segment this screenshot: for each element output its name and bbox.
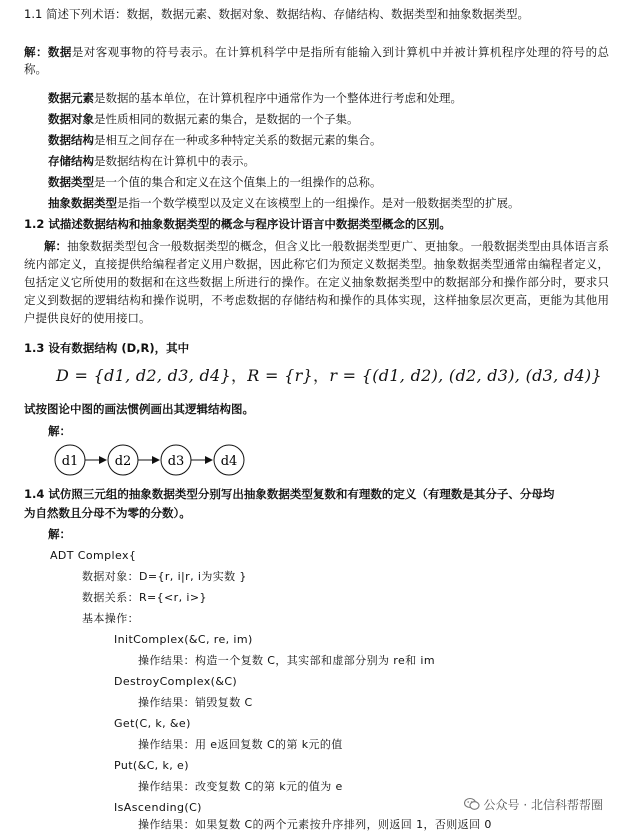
definition: 是数据的基本单位，在计算机程序中通常作为一个整体进行考虑和处理。 (94, 91, 462, 105)
code-line: 数据关系：R={<r, i>} (82, 591, 207, 604)
definition: 是性质相同的数据元素的集合，是数据的一个子集。 (94, 112, 359, 126)
formula-r-set: R = {r} (247, 366, 314, 385)
definition-row (48, 174, 382, 191)
question-1-3-title: 1.3 设有数据结构 (D,R)，其中 (24, 341, 190, 355)
question-1-2-title: 1.2 试描述数据结构和抽象数据类型的概念与程序设计语言中数据类型概念的区别。 (24, 217, 451, 231)
definition-row (48, 111, 359, 128)
term: 数据类型 (48, 175, 94, 189)
answer-text: 抽象数据类型包含一般数据类型的概念，但含义比一般数据类型更广、更抽象。一般数据类型由具体语言系统内部定义，直接提供给编程者定义用户数据，因此称它们为预定义数据类型。抽象数据类型通常由编程者定义，包括定义它所使用的数据和在这些数据上所进行的操作。在定义抽象数据类型中的数据部分和操作部分时，要求只定义到数据的逻辑结构和操作说明，不考虑数据的存储结构和操作的具体实现，这样抽象层次更高，更能为其他用户提供良好的使用接口。 (24, 239, 609, 325)
answer-label: 解： (44, 239, 68, 253)
code-line: 数据对象：D={r, i|r, i为实数 } (82, 570, 247, 583)
code-line: DestroyComplex(&C) (114, 675, 238, 688)
question-1-4-title-line1: 1.4 试仿照三元组的抽象数据类型分别写出抽象数据类型复数和有理数的定义（有理数是其分子、分母均 (24, 487, 555, 501)
logical-structure-diagram (52, 440, 262, 482)
formula-separator: ， (230, 366, 248, 385)
definition: 是指一个数学模型以及定义在该模型上的一组操作。是对一般数据类型的扩展。 (117, 196, 520, 210)
node-d3 (161, 445, 191, 475)
question-1-3-instruction: 试按图论中图的画法惯例画出其逻辑结构图。 (24, 402, 254, 416)
node-label: d3 (167, 454, 185, 469)
node-label: d2 (114, 454, 132, 469)
node-d2 (108, 445, 138, 475)
node-label: d1 (61, 454, 79, 469)
definition-row (48, 195, 520, 212)
definition-row (48, 132, 382, 149)
watermark-text: 公众号 · 北信科帮帮圈 (483, 798, 603, 812)
term: 数据对象 (48, 112, 94, 126)
definition: 是一个值的集合和定义在这个值集上的一组操作的总称。 (94, 175, 382, 189)
node-d4 (214, 445, 244, 475)
answer-label: 解： (48, 424, 71, 438)
definition: 是相互之间存在一种或多种特定关系的数据元素的集合。 (94, 133, 382, 147)
term: 数据结构 (48, 133, 94, 147)
code-line: 操作结果：用 e返回复数 C的第 k元的值 (138, 738, 343, 751)
code-line: ADT Complex{ (50, 549, 137, 562)
question-1-4-title-line2: 为自然数且分母不为零的分数）。 (24, 506, 191, 520)
code-line: 基本操作： (82, 612, 139, 625)
code-line: IsAscending(C) (114, 801, 202, 814)
term: 存储结构 (48, 154, 94, 168)
term: 抽象数据类型 (48, 196, 117, 210)
formula-separator: ， (313, 366, 330, 385)
answer-label: 解： (24, 45, 48, 59)
term-data: 数据 (47, 45, 72, 59)
definition-row (48, 153, 255, 170)
code-line: 操作结果：构造一个复数 C，其实部和虚部分别为 re和 im (138, 654, 435, 667)
answer-1-1-intro (24, 44, 609, 79)
definition-row (48, 90, 462, 107)
watermark (464, 796, 603, 814)
code-line: 操作结果：改变复数 C的第 k元的值为 e (138, 780, 343, 793)
answer-1-2 (24, 238, 609, 328)
term-data-definition: 是对客观事物的符号表示。在计算机科学中是指所有能输入到计算机中并被计算机程序处理的符号的总称。 (24, 45, 610, 77)
formula-d: D = {d1, d2, d3, d4} (56, 366, 231, 385)
code-line: 操作结果：如果复数 C的两个元素按升序排列，则返回 1，否则返回 0 (138, 818, 492, 831)
formula-line (56, 364, 602, 388)
node-label: d4 (220, 454, 238, 469)
code-line: InitComplex(&C, re, im) (114, 633, 253, 646)
question-1-1-title: 1.1 简述下列术语：数据，数据元素、数据对象、数据结构、存储结构、数据类型和抽象数据类型。 (24, 7, 529, 21)
term: 数据元素 (48, 91, 94, 105)
code-line: Put(&C, k, e) (114, 759, 189, 772)
definition: 是数据结构在计算机中的表示。 (94, 154, 255, 168)
code-line: 操作结果：销毁复数 C (138, 696, 253, 709)
code-line: Get(C, k, &e) (114, 717, 191, 730)
node-d1 (55, 445, 85, 475)
answer-label: 解： (48, 527, 71, 541)
formula-r-relation: r = {(d1, d2), (d2, d3), (d3, d4)} (329, 366, 602, 385)
wechat-icon (464, 797, 480, 811)
